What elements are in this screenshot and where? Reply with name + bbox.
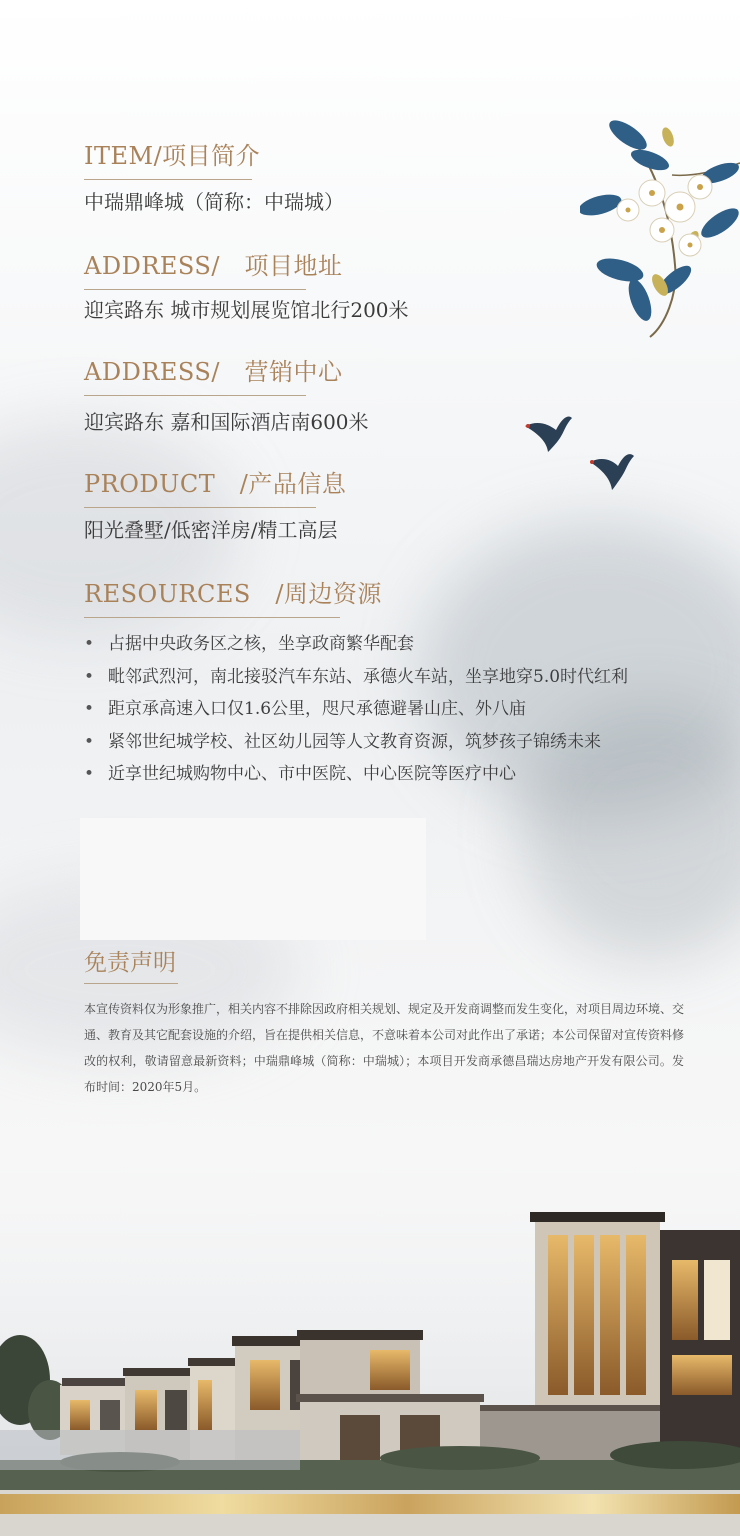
bullet-icon: •: [84, 666, 95, 687]
list-item: • 占据中央政务区之核，坐享政商繁华配套: [84, 628, 628, 661]
resources-heading: RESOURCES /周边资源: [84, 580, 382, 608]
bullet-icon: •: [84, 634, 95, 654]
list-item: • 毗邻武烈河，南北接驳汽车东站、承德火车站，坐享地穿5.0时代红利: [84, 661, 628, 694]
address-divider: [84, 289, 306, 290]
address-value: 迎宾路东 城市规划展览馆北行200米: [84, 298, 409, 322]
list-item: • 紧邻世纪城学校、社区幼儿园等人文教育资源，筑梦孩子锦绣未来: [84, 726, 628, 759]
magnolia-branch-icon: [580, 115, 740, 340]
disclaimer-heading: 免责声明: [84, 950, 176, 976]
intro-value: 中瑞鼎峰城（简称：中瑞城）: [84, 190, 344, 214]
product-value: 阳光叠墅/低密洋房/精工高层: [84, 518, 338, 542]
gold-footer-bar: [0, 1494, 740, 1514]
disclaimer-divider: [84, 983, 178, 984]
intro-section: [84, 136, 260, 180]
intro-heading: ITEM/项目简介: [84, 142, 261, 170]
resources-list: [84, 628, 628, 791]
bullet-icon: •: [84, 731, 95, 752]
blank-panel: [80, 818, 426, 940]
intro-divider: [84, 179, 252, 180]
resources-section: [84, 574, 382, 618]
resources-divider: [84, 617, 340, 618]
product-section: [84, 464, 346, 508]
disclaimer-text: 本宣传资料仅为形象推广，相关内容不排除因政府相关规划、规定及开发商调整而发生变化，对项目周边环境、交通、教育及其它配套设施的介绍，旨在提供相关信息，不意味着本公司对此作出了承诺；本公司保留对宣传资料修改的权利，敬请留意最新资料；中瑞鼎峰城（简称：中瑞城）；本项目开发商承德昌瑞达房地产开发有限公司。发布时间：2020年5月。: [84, 1002, 685, 1094]
sales-center-section: [84, 352, 342, 396]
bullet-icon: •: [84, 699, 95, 719]
product-divider: [84, 507, 316, 508]
sales-center-heading: ADDRESS/ 营销中心: [84, 358, 343, 386]
bullet-icon: •: [84, 764, 95, 784]
product-heading: PRODUCT /产品信息: [84, 470, 347, 498]
swallow-icon: [520, 410, 640, 500]
villa-rendering-image: [0, 1190, 740, 1536]
list-item: • 近享世纪城购物中心、市中医院、中心医院等医疗中心: [84, 758, 628, 791]
sales-center-value: 迎宾路东 嘉和国际酒店南600米: [84, 410, 369, 434]
address-section: [84, 246, 342, 290]
list-item: • 距京承高速入口仅1.6公里，咫尺承德避暑山庄、外八庙: [84, 693, 628, 726]
sales-center-divider: [84, 395, 306, 396]
address-heading: ADDRESS/ 项目地址: [84, 252, 343, 280]
